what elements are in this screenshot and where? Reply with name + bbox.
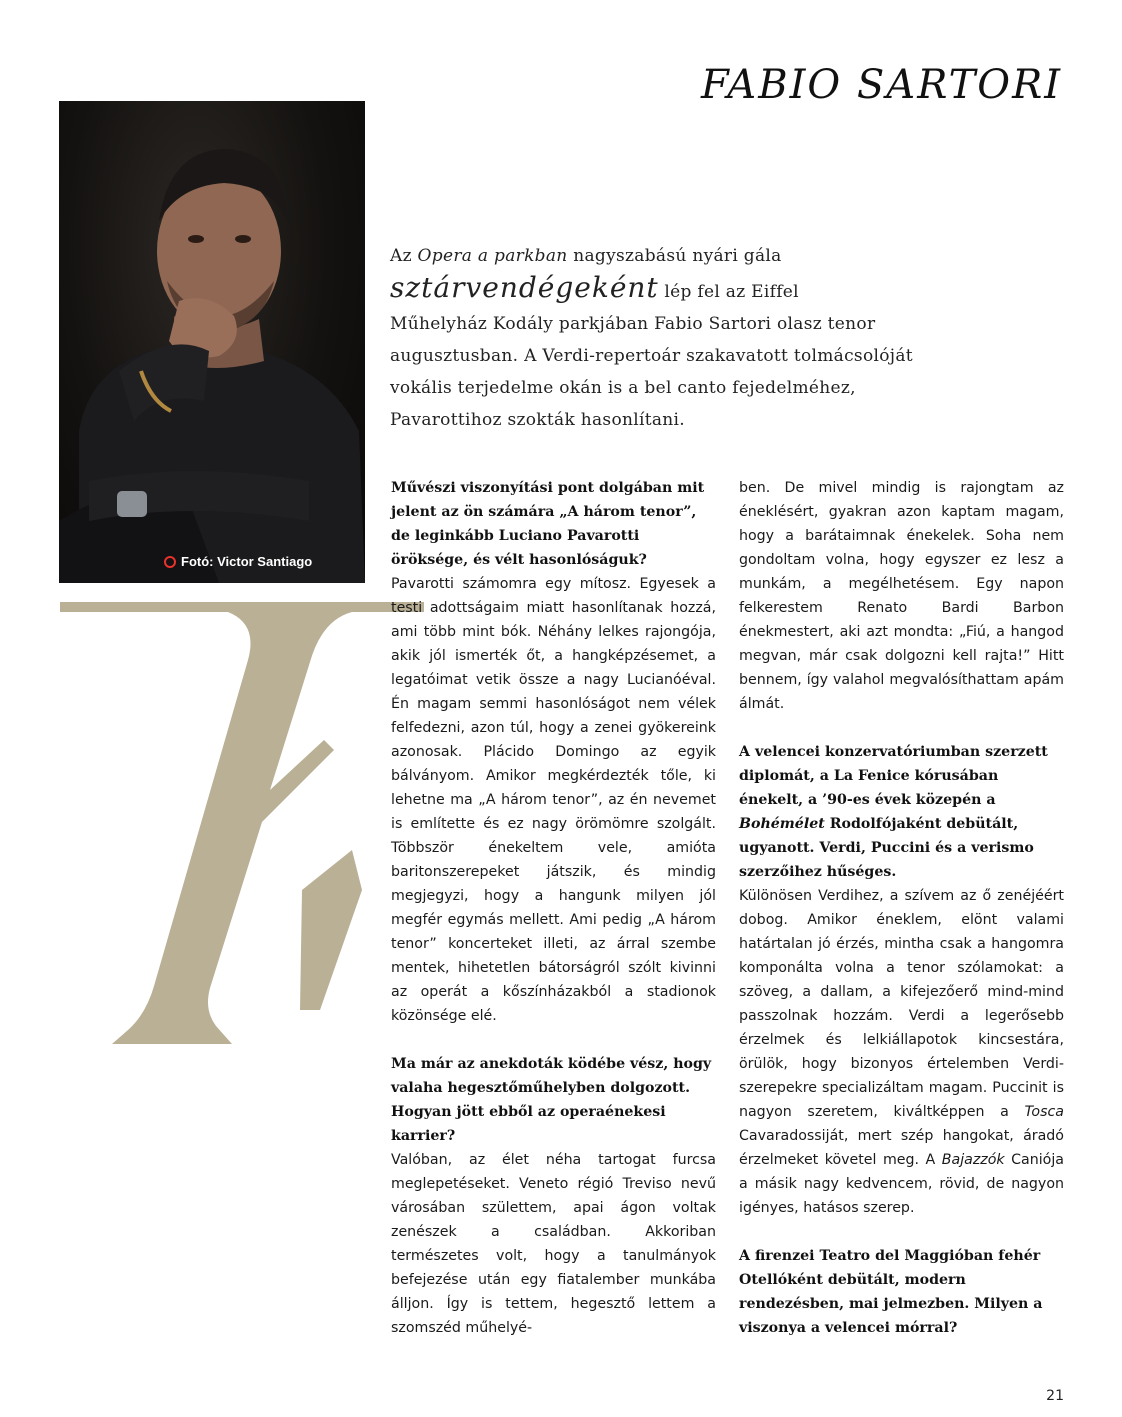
lead-line-2 (390, 272, 1070, 308)
lead-text: Az (390, 246, 418, 266)
question-text: Rodolfójaként debütált, ugyanott. Verdi, Puccini és a verismo szerzőihez hűséges. (739, 816, 1034, 880)
credit-circle-icon (164, 556, 176, 568)
interview-answer: ben. De mivel mindig is rajongtam az éneklésért, gyakran azon kaptam magam, hogy a barátaimnak énekelek. Soha nem gondoltam volna, hogy egyszer ez lesz a munkám, a megélhetésem. Egy napon felkerestem Renato Bardi Barbon énekmestert, aki azt mondta: „Fiú, a hangod megvan, már csak dolgozni kell rajta!” Hitt bennem, így valahol megvalósíthattam apám álmát. (739, 480, 1064, 712)
interview-question: A firenzei Teatro del Maggióban fehér Otellóként debütált, modern rendezésben, mai jelmezben. Milyen a viszonya a velencei mórral? (739, 1248, 1043, 1336)
lead-line-5: vokális terjedelme okán is a bel canto fejedelméhez, (390, 378, 856, 398)
interview-answer (739, 884, 1064, 1220)
lead-line-1 (390, 240, 1070, 272)
lead-line-4: augusztusban. A Verdi-repertoár szakavatott tolmácsolóját (390, 346, 913, 366)
answer-text-italic: Bajazzók (941, 1152, 1005, 1168)
interview-question: Művészi viszonyítási pont dolgában mit jelent az ön számára „A három tenor”, de leginkább Luciano Pavarotti öröksége, és vélt hasonlóságuk? (391, 480, 705, 568)
answer-text: Különösen Verdihez, a szívem az ő zenéjéért dobog. Amikor éneklem, elönt valami határtalan jó érzés, mintha csak a hangomra komponálta volna a tenor szólamokat: a szöveg, a dallam, a kifejezőerő mind-mind passzolnak hozzám. Verdi a legerősebb érzelmek és lelkiállapotok kincsestára, örülök, hogy bizonyos értelemben Verdi-szerepekre specializáltam magam. Puccinit is nagyon szeretem, kiváltképpen a (739, 888, 1064, 1120)
interview-answer: Valóban, az élet néha tartogat furcsa meglepetéseket. Veneto régió Treviso nevű városában születtem, apai ágon voltak zenészek a családban. Akkoriban természetes volt, hogy a tanulmányok befejezése után egy fiatalember munkába álljon. Így is tettem, hegesztő lettem a szomszéd műhelyé- (391, 1152, 716, 1336)
lead-text-italic: Opera a parkban (417, 246, 568, 266)
interview-question (739, 740, 1064, 884)
answer-text-italic: Tosca (1024, 1104, 1064, 1120)
lead-text: nagyszabású nyári gála (567, 246, 782, 266)
page-title: FABIO SARTORI (701, 62, 1062, 108)
photo-credit (164, 554, 312, 569)
photo-credit-text: Fotó: Victor Santiago (181, 554, 313, 569)
question-text: A velencei konzervatóriumban szerzett diplomát, a La Fenice kórusában énekelt, a ’90-es évek közepén a (739, 744, 1048, 808)
question-text-italic: Bohémélet (739, 816, 825, 832)
article-column-1 (391, 476, 716, 1340)
answer-text: Cavaradossiját, mert szép hangokat, áradó érzelmeket követel meg. A (739, 1128, 1064, 1168)
article-column-2 (739, 476, 1064, 1340)
portrait-illustration (59, 101, 365, 583)
lead-line-3: Műhelyház Kodály parkjában Fabio Sartori olasz tenor (390, 314, 876, 334)
lead-line-6: Pavarottihoz szokták hasonlítani. (390, 410, 685, 430)
interview-question: Ma már az anekdoták ködébe vész, hogy valaha hegesztőműhelyben dolgozott. Hogyan jött ebből az operaénekesi karrier? (391, 1056, 712, 1144)
interview-answer: Pavarotti számomra egy mítosz. Egyesek a testi adottságaim miatt hasonlítanak hozzá, ami több mint bók. Néhány lelkes rajongója, akik jól ismerték őt, a hangképzésemet, a legatóimat vetik össze a nagy Lucianóéval. Én magam semmi hasonlóságot nem vélek felfedezni, azon túl, hogy a zenei gyökereink azonosak. Plácido Domingo az egyik bálványom. Amikor megkérdezték tőle, ki lehetne ma „A három tenor”, az én nevemet is említette és ez nagy örömömre szolgált. Többször énekeltem vele, amióta baritonszerepeket játszik, és mindig megjegyzi, hogy a hangunk milyen jól megfér egymás mellett. Ami pedig „A három tenor” koncerteket illeti, az árral szembe mentek, hihetetlen bátorságról szólt kivinni az operát a kőszínházakból a stadionok közönsége elé. (391, 576, 716, 1024)
answer-text: Caniója a másik nagy kedvencem, rövid, de nagyon igényes, hatásos szerep. (739, 1152, 1064, 1216)
portrait-photo (59, 101, 365, 583)
lead-text: lép fel az Eiffel (658, 282, 799, 302)
lead-emphasis: sztárvendégeként (390, 271, 659, 304)
page-number: 21 (1046, 1388, 1064, 1404)
decorative-initial-f (52, 590, 432, 1060)
lead-paragraph (390, 240, 1070, 436)
